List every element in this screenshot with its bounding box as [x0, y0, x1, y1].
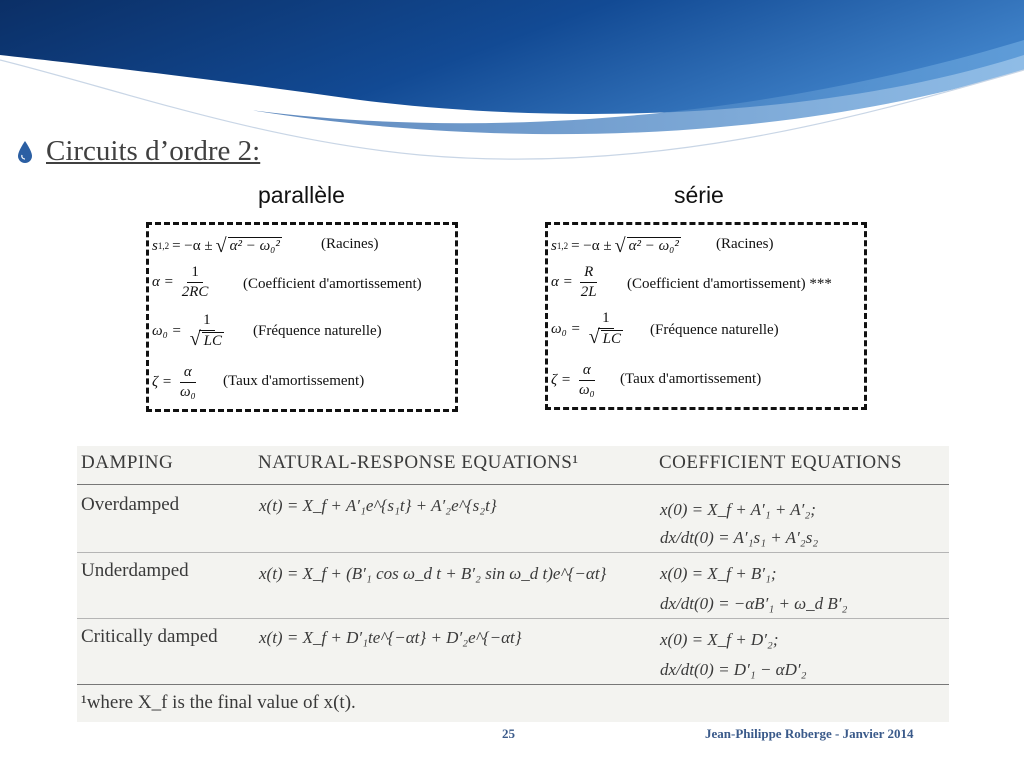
series-alpha-label: (Coefficient d'amortissement) *** [627, 276, 832, 292]
droplet-bullet-icon [16, 140, 34, 164]
parallel-roots-label: (Racines) [321, 236, 379, 252]
parallel-equations-box [146, 222, 458, 412]
parallel-alpha-equation: α = $\frac{1}{2RC}$ [152, 264, 209, 300]
row-critically-damped-coef1: x(0) = X_f + D′₂; [660, 630, 779, 649]
row-overdamped-label: Overdamped [81, 494, 180, 515]
table-header-coefficient: COEFFICIENT EQUATIONS [659, 452, 902, 473]
series-omega-equation: ω₀ = $\frac{1}{√ LC}$ [551, 310, 622, 348]
series-omega-label: (Fréquence naturelle) [650, 322, 779, 338]
series-roots-label: (Racines) [716, 236, 774, 252]
row-overdamped-coef2: dx/dt(0) = A′₁s₁ + A′₂s₂ [660, 528, 819, 547]
row-underdamped-response: x(t) = X_f + (B′₁ cos ω_d t + B′₂ sin ω_d t)e^{−αt} [259, 564, 607, 583]
damping-table-scan [77, 446, 949, 722]
parallel-omega-label: (Fréquence naturelle) [253, 323, 382, 339]
parallel-label: parallèle [258, 182, 345, 208]
row-critically-damped-label: Critically damped [81, 626, 218, 647]
table-bottom-rule [77, 684, 949, 685]
row-underdamped-label: Underdamped [81, 560, 189, 581]
heading-text: Circuits d’ordre 2: [46, 135, 261, 167]
table-header-damping: DAMPING [81, 452, 174, 473]
parallel-alpha-label: (Coefficient d'amortissement) [243, 276, 422, 292]
row-overdamped-coef1: x(0) = X_f + A′₁ + A′₂; [660, 500, 816, 519]
parallel-omega-equation: ω₀ = $\frac{1}{√ LC}$ [152, 312, 223, 350]
author-footer: Jean-Philippe Roberge - Janvier 2014 [705, 726, 914, 741]
series-zeta-equation: ζ = $\frac{\alpha}{\text{ω₀}}$ [551, 362, 595, 398]
section-heading [16, 135, 260, 168]
row-underdamped-coef2: dx/dt(0) = −αB′₁ + ω_d B′₂ [660, 594, 848, 613]
series-equations-box [545, 222, 867, 410]
table-footnote: ¹where X_f is the final value of x(t). [81, 692, 356, 713]
table-header-rule [77, 484, 949, 485]
table-header-natural-response: NATURAL-RESPONSE EQUATIONS¹ [258, 452, 579, 473]
series-zeta-label: (Taux d'amortissement) [620, 371, 762, 387]
row-critically-damped-response: x(t) = X_f + D′₁te^{−αt} + D′₂e^{−αt} [259, 628, 522, 647]
page-number: 25 [502, 726, 515, 741]
parallel-zeta-equation: ζ = $\frac{\alpha}{\text{ω₀}}$ [152, 364, 196, 400]
row-overdamped-response: x(t) = X_f + A′₁e^{s₁t} + A′₂e^{s₂t} [259, 496, 497, 515]
parallel-zeta-label: (Taux d'amortissement) [223, 373, 365, 389]
row-critically-damped-coef2: dx/dt(0) = D′₁ − αD′₂ [660, 660, 807, 679]
series-alpha-equation: α = $\frac{R}{2L}$ [551, 264, 597, 300]
row-divider [77, 618, 949, 619]
row-underdamped-coef1: x(0) = X_f + B′₁; [660, 564, 777, 583]
parallel-roots-equation: s 1,2 = −α ± √ α² − ω₀² [152, 234, 280, 257]
series-roots-equation: s 1,2 = −α ± √ α² − ω₀² [551, 234, 679, 257]
series-label: série [674, 182, 724, 208]
row-divider [77, 552, 949, 553]
